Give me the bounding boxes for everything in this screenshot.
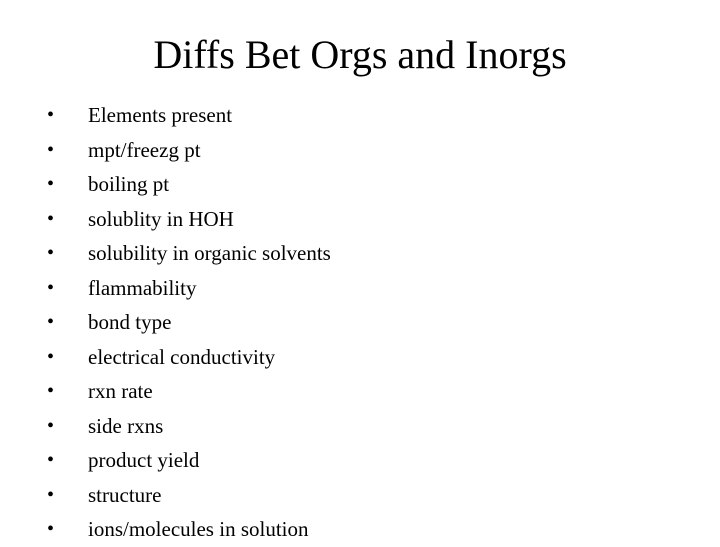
bullet-marker: • [47,380,55,402]
bullet-marker: • [47,483,55,506]
bullet-text: bond type [88,310,172,334]
bullet-marker: • [47,518,55,540]
bullet-text: Elements present [88,103,233,127]
bullet-text: rxn rate [88,379,153,403]
bullet-text: side rxns [88,413,164,438]
bullet-text: flammability [88,275,197,300]
bullet-marker: • [47,345,55,368]
bullet-item [47,202,331,237]
bullet-marker: • [47,276,55,299]
bullet-item [47,512,331,547]
bullet-marker: • [47,173,55,195]
bullet-marker: • [47,207,55,230]
bullet-text: ions/molecules in solution [88,517,309,541]
bullet-text: product yield [88,448,200,472]
bullet-marker: • [47,104,55,126]
bullet-item [47,98,331,133]
bullet-text: solublity in HOH [88,206,234,231]
bullet-list [47,98,331,547]
bullet-item [47,305,331,340]
bullet-marker: • [47,311,55,333]
bullet-marker: • [47,414,55,437]
bullet-item [47,409,331,444]
bullet-item [47,374,331,409]
bullet-item [47,478,331,513]
bullet-item [47,340,331,375]
bullet-item [47,236,331,271]
bullet-item [47,443,331,478]
bullet-text: mpt/freezg pt [88,137,201,162]
bullet-marker: • [47,138,55,161]
bullet-item [47,133,331,168]
bullet-marker: • [47,242,55,264]
bullet-text: electrical conductivity [88,344,276,369]
bullet-text: structure [88,482,162,507]
bullet-marker: • [47,449,55,471]
bullet-item [47,167,331,202]
bullet-text: boiling pt [88,172,170,196]
bullet-item [47,271,331,306]
bullet-text: solubility in organic solvents [88,241,331,265]
slide-title: Diffs Bet Orgs and Inorgs [153,32,567,77]
